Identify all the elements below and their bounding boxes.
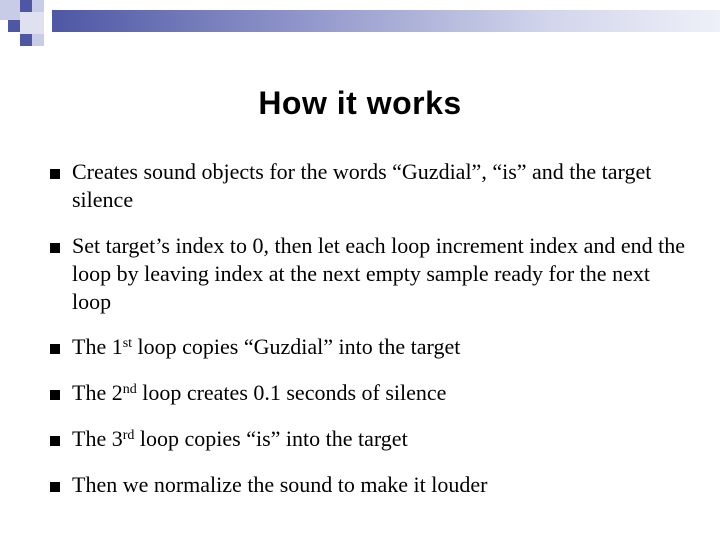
square-bullet-icon xyxy=(50,344,60,354)
bullet-item xyxy=(50,232,690,316)
header-gradient-bar xyxy=(52,10,720,32)
deco-square-light xyxy=(32,0,44,12)
bullet-item xyxy=(50,333,690,361)
deco-square-light xyxy=(20,12,44,34)
bullet-text: Then we normalize the sound to make it louder xyxy=(72,472,488,497)
header-decoration xyxy=(0,0,720,60)
bullet-list xyxy=(50,158,690,499)
bullet-text: The 2nd loop creates 0.1 seconds of silence xyxy=(72,380,447,405)
deco-square-dark xyxy=(20,34,32,46)
bullet-item xyxy=(50,471,690,499)
square-bullet-icon xyxy=(50,390,60,400)
bullet-item xyxy=(50,425,690,453)
deco-square-light xyxy=(32,34,44,46)
bullet-item xyxy=(50,158,690,214)
deco-square-dark xyxy=(20,0,32,12)
square-bullet-icon xyxy=(50,169,60,179)
square-bullet-icon xyxy=(50,482,60,492)
bullet-text: The 3rd loop copies “is” into the target xyxy=(72,426,408,451)
bullet-text: Creates sound objects for the words “Guzdial”, “is” and the target silence xyxy=(72,159,652,212)
square-bullet-icon xyxy=(50,243,60,253)
deco-square-light xyxy=(0,0,20,20)
deco-square-dark xyxy=(8,20,20,32)
bullet-text: Set target’s index to 0, then let each loop increment index and end the loop by leaving index at the next empty sample ready for the next loop xyxy=(72,233,685,314)
bullet-item xyxy=(50,379,690,407)
slide-title: How it works xyxy=(258,85,462,121)
bullet-text: The 1st loop copies “Guzdial” into the target xyxy=(72,334,461,359)
square-bullet-icon xyxy=(50,436,60,446)
